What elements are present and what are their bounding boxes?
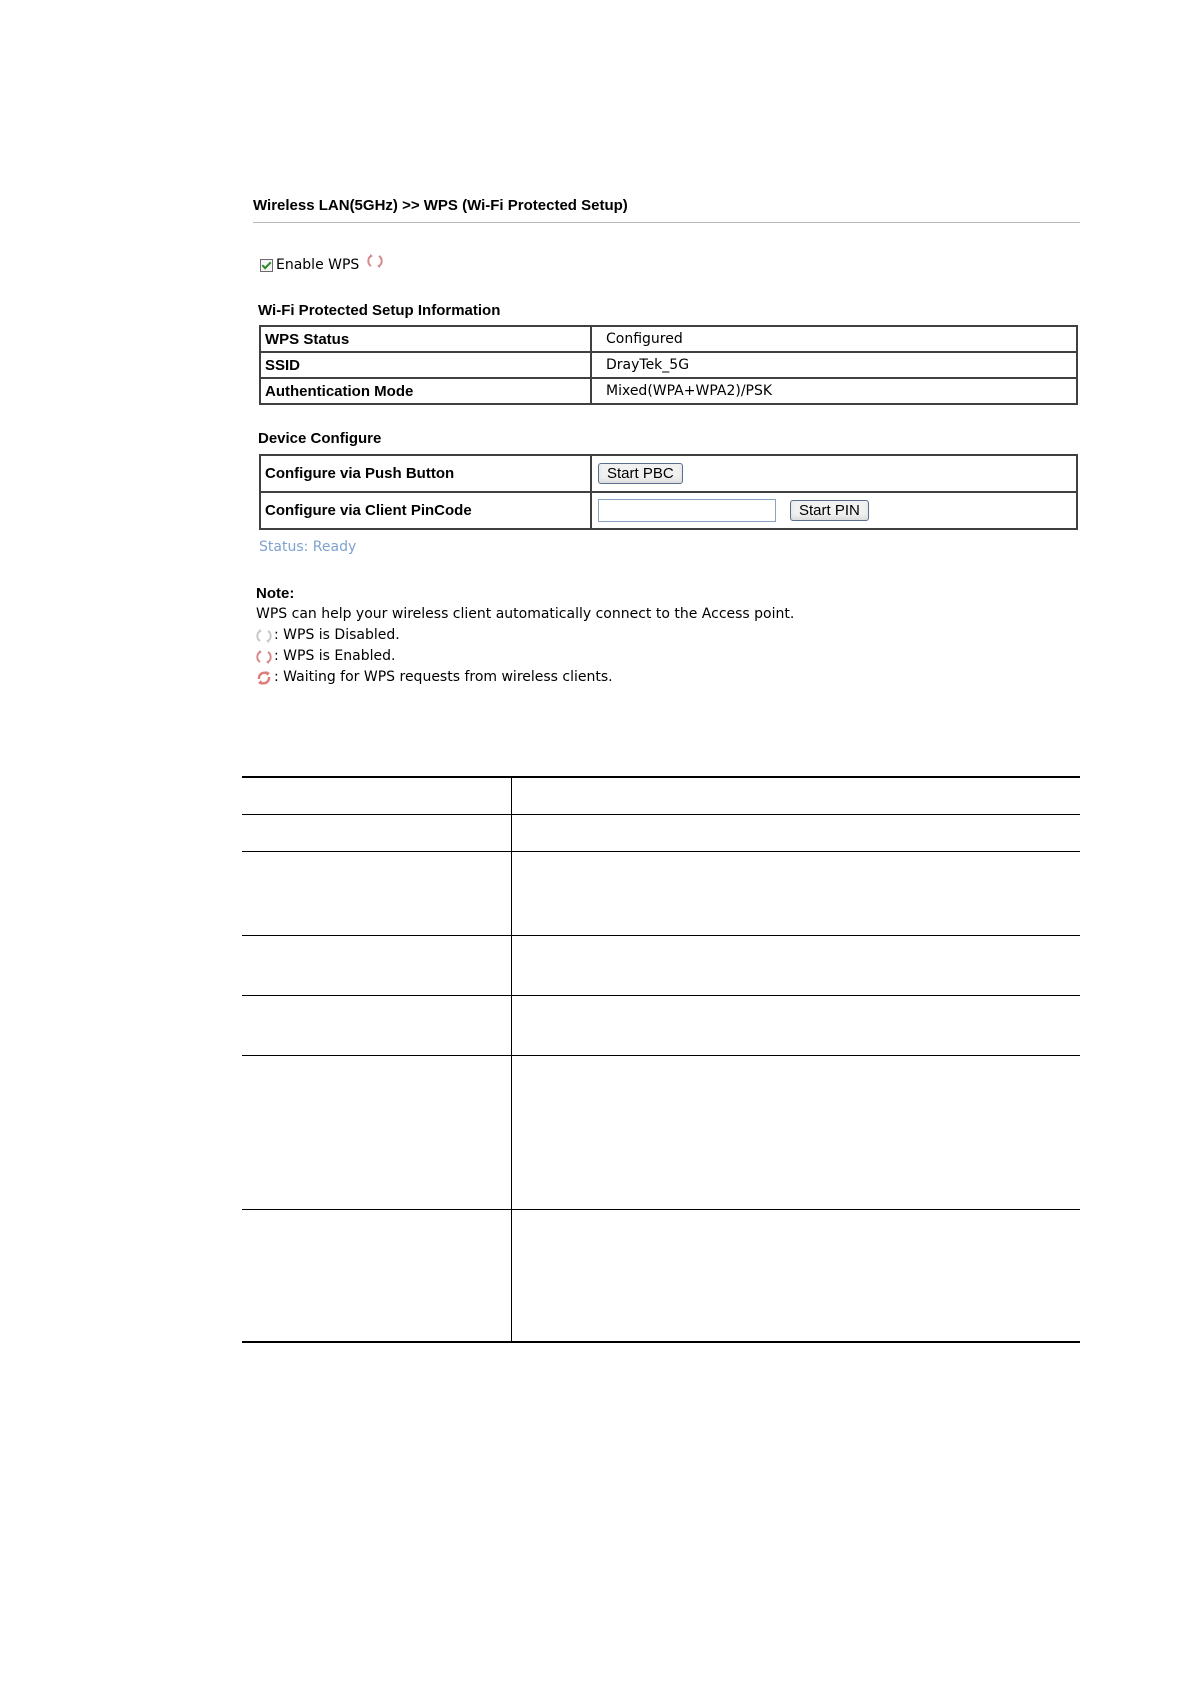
- info-section-title: Wi-Fi Protected Setup Information: [258, 302, 501, 319]
- start-pin-button[interactable]: Start PIN: [790, 500, 869, 521]
- table-row: [242, 814, 1080, 852]
- push-button-label: Configure via Push Button: [260, 455, 591, 492]
- wps-disabled-icon: [256, 628, 272, 644]
- page-title: Wireless LAN(5GHz) >> WPS (Wi-Fi Protected Setup): [253, 197, 1080, 223]
- list-item: [256, 667, 794, 688]
- wps-info-table: [259, 325, 1078, 405]
- table-row: [260, 455, 1077, 492]
- ssid-value: DrayTek_5G: [591, 352, 1077, 378]
- list-item: [256, 625, 794, 646]
- table-row: [260, 352, 1077, 378]
- list-item: [256, 646, 794, 667]
- wps-enabled-icon: [256, 649, 272, 665]
- table-row: [260, 326, 1077, 352]
- note-item-text: : WPS is Disabled.: [274, 627, 400, 643]
- table-row: [242, 851, 1080, 936]
- device-configure-table: [259, 454, 1078, 530]
- table-row: [242, 935, 1080, 996]
- auth-mode-label: Authentication Mode: [260, 378, 591, 404]
- wps-waiting-icon: [256, 670, 272, 686]
- ssid-label: SSID: [260, 352, 591, 378]
- auth-mode-value: Mixed(WPA+WPA2)/PSK: [591, 378, 1077, 404]
- start-pbc-button[interactable]: Start PBC: [598, 463, 683, 484]
- device-section-title: Device Configure: [258, 430, 382, 447]
- wps-status-text: Status: Ready: [259, 539, 357, 555]
- pincode-label: Configure via Client PinCode: [260, 492, 591, 529]
- note-item-text: : WPS is Enabled.: [274, 648, 396, 664]
- table-row: [242, 1209, 1080, 1343]
- table-row: [242, 1055, 1080, 1210]
- enable-wps-row: [260, 257, 383, 273]
- enable-wps-checkbox[interactable]: [260, 259, 273, 272]
- pin-code-input[interactable]: [598, 499, 776, 522]
- note-intro: WPS can help your wireless client automatically connect to the Access point.: [256, 606, 795, 622]
- note-title: Note:: [256, 585, 295, 602]
- wps-enabled-icon: [367, 253, 383, 269]
- wps-status-label: WPS Status: [260, 326, 591, 352]
- note-item-text: : Waiting for WPS requests from wireless clients.: [274, 669, 613, 685]
- table-row: [242, 776, 1080, 816]
- enable-wps-label: Enable WPS: [276, 257, 360, 273]
- table-row: [260, 378, 1077, 404]
- table-row: [242, 995, 1080, 1056]
- note-section: [256, 583, 794, 688]
- wps-status-value: Configured: [591, 326, 1077, 352]
- table-row: [260, 492, 1077, 529]
